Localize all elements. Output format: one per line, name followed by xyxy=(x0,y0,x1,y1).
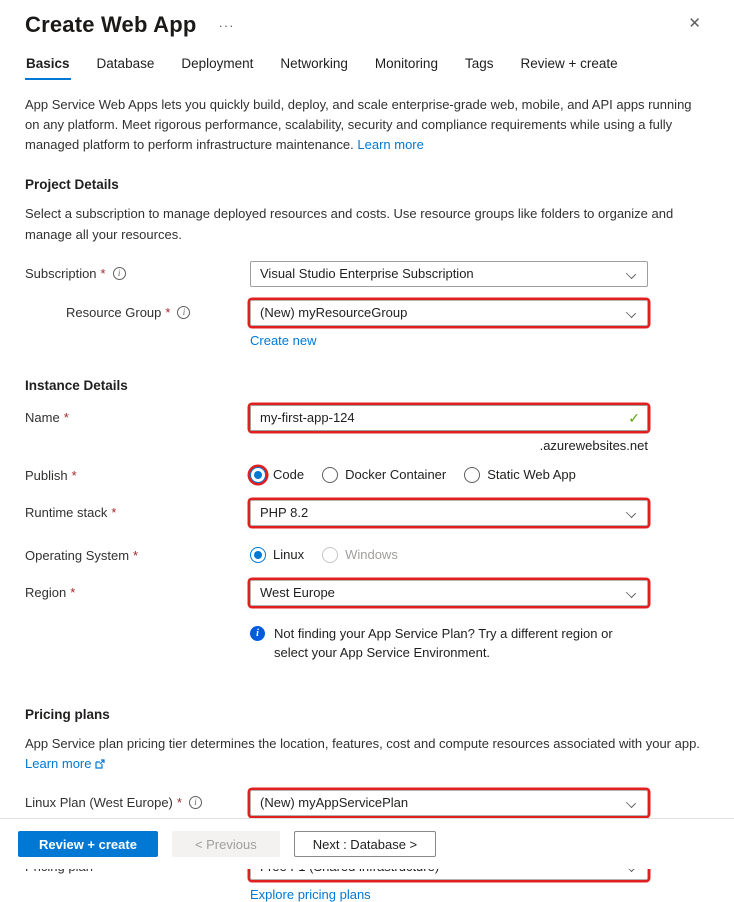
learn-more-link[interactable]: Learn more xyxy=(357,137,424,153)
radio-icon xyxy=(464,467,480,483)
runtime-stack-label: Runtime stack * xyxy=(25,504,117,520)
review-create-button[interactable]: Review + create xyxy=(18,831,158,857)
tab-networking[interactable]: Networking xyxy=(280,56,348,71)
publish-label: Publish * xyxy=(25,467,77,483)
operating-system-label: Operating System * xyxy=(25,547,139,563)
os-options xyxy=(250,543,648,563)
info-icon[interactable]: i xyxy=(177,306,190,319)
radio-selected-icon xyxy=(250,547,266,563)
region-row xyxy=(25,580,709,606)
chevron-down-icon xyxy=(626,508,636,518)
resource-group-label: Resource Group * i xyxy=(25,300,250,320)
radio-linux[interactable]: Linux xyxy=(250,547,304,563)
external-link-icon xyxy=(95,757,105,772)
chevron-down-icon xyxy=(626,798,636,808)
project-details-description: Select a subscription to manage deployed resources and costs. Use resource groups like folders to organize and manage all your resources. xyxy=(25,206,674,242)
close-icon[interactable]: ✕ xyxy=(688,15,701,32)
section-instance-details: Instance Details xyxy=(25,377,128,393)
page-title: Create Web App xyxy=(25,12,197,37)
linux-plan-dropdown[interactable]: (New) myAppServicePlan xyxy=(250,790,648,816)
subscription-row xyxy=(25,261,709,287)
name-row xyxy=(25,405,709,453)
tab-deployment[interactable]: Deployment xyxy=(181,56,254,71)
subscription-label: Subscription * i xyxy=(25,261,250,281)
radio-selected-icon xyxy=(250,467,266,483)
resource-group-dropdown[interactable]: (New) myResourceGroup xyxy=(250,300,648,326)
runtime-stack-row xyxy=(25,500,709,526)
chevron-down-icon xyxy=(626,269,636,279)
publish-row xyxy=(25,463,709,483)
tab-review-create[interactable]: Review + create xyxy=(520,56,618,71)
section-pricing-plans: Pricing plans xyxy=(25,706,110,722)
tab-monitoring[interactable]: Monitoring xyxy=(374,56,438,71)
chevron-down-icon xyxy=(626,308,636,318)
name-label: Name * xyxy=(25,409,69,425)
info-icon[interactable]: i xyxy=(189,796,202,809)
explore-pricing-plans-link[interactable]: Explore pricing plans xyxy=(250,886,371,902)
more-menu-icon[interactable]: ··· xyxy=(218,18,235,33)
operating-system-row xyxy=(25,543,709,563)
region-note-row xyxy=(25,614,709,667)
footer-bar xyxy=(0,818,734,869)
subscription-dropdown[interactable]: Visual Studio Enterprise Subscription xyxy=(250,261,648,287)
section-project-details: Project Details xyxy=(25,177,119,193)
info-icon[interactable]: i xyxy=(113,267,126,280)
intro-text: App Service Web Apps lets you quickly build, deploy, and scale enterprise-grade web, mobile, and API apps running on any platform. Meet rigorous performance, scalability, security and compliance requirements while using a fully managed platform to perform infrastructure maintenance. Learn more xyxy=(25,97,692,153)
previous-button[interactable]: < Previous xyxy=(172,831,280,857)
tab-tags[interactable]: Tags xyxy=(464,56,494,71)
chevron-down-icon xyxy=(626,588,636,598)
runtime-stack-dropdown[interactable]: PHP 8.2 xyxy=(250,500,648,526)
radio-windows: Windows xyxy=(322,547,398,563)
region-dropdown[interactable]: West Europe xyxy=(250,580,648,606)
resource-group-row xyxy=(25,300,709,348)
radio-static-web-app[interactable]: Static Web App xyxy=(464,467,576,483)
radio-code[interactable]: Code xyxy=(250,467,304,483)
info-filled-icon: i xyxy=(250,626,265,641)
region-note-text: Not finding your App Service Plan? Try a different region or select your App Service Environment. xyxy=(274,625,613,661)
radio-disabled-icon xyxy=(322,547,338,563)
publish-options xyxy=(250,463,648,483)
linux-plan-label: Linux Plan (West Europe) * i xyxy=(25,790,250,810)
radio-icon xyxy=(322,467,338,483)
radio-docker-container[interactable]: Docker Container xyxy=(322,467,446,483)
valid-check-icon: ✓ xyxy=(628,409,640,426)
domain-suffix: .azurewebsites.net xyxy=(539,437,648,453)
tab-database[interactable]: Database xyxy=(96,56,155,71)
header xyxy=(25,12,709,38)
region-label: Region * xyxy=(25,584,76,600)
wizard-tabs xyxy=(25,52,709,80)
tab-basics[interactable]: Basics xyxy=(25,52,71,80)
next-database-button[interactable]: Next : Database > xyxy=(294,831,436,857)
create-new-resource-group-link[interactable]: Create new xyxy=(250,332,317,348)
name-input-wrap xyxy=(250,405,648,431)
pricing-learn-more-link[interactable]: Learn more xyxy=(25,756,105,771)
name-input[interactable] xyxy=(250,405,648,431)
pricing-description: App Service plan pricing tier determines the location, features, cost and compute resources associated with your app. xyxy=(25,735,700,751)
